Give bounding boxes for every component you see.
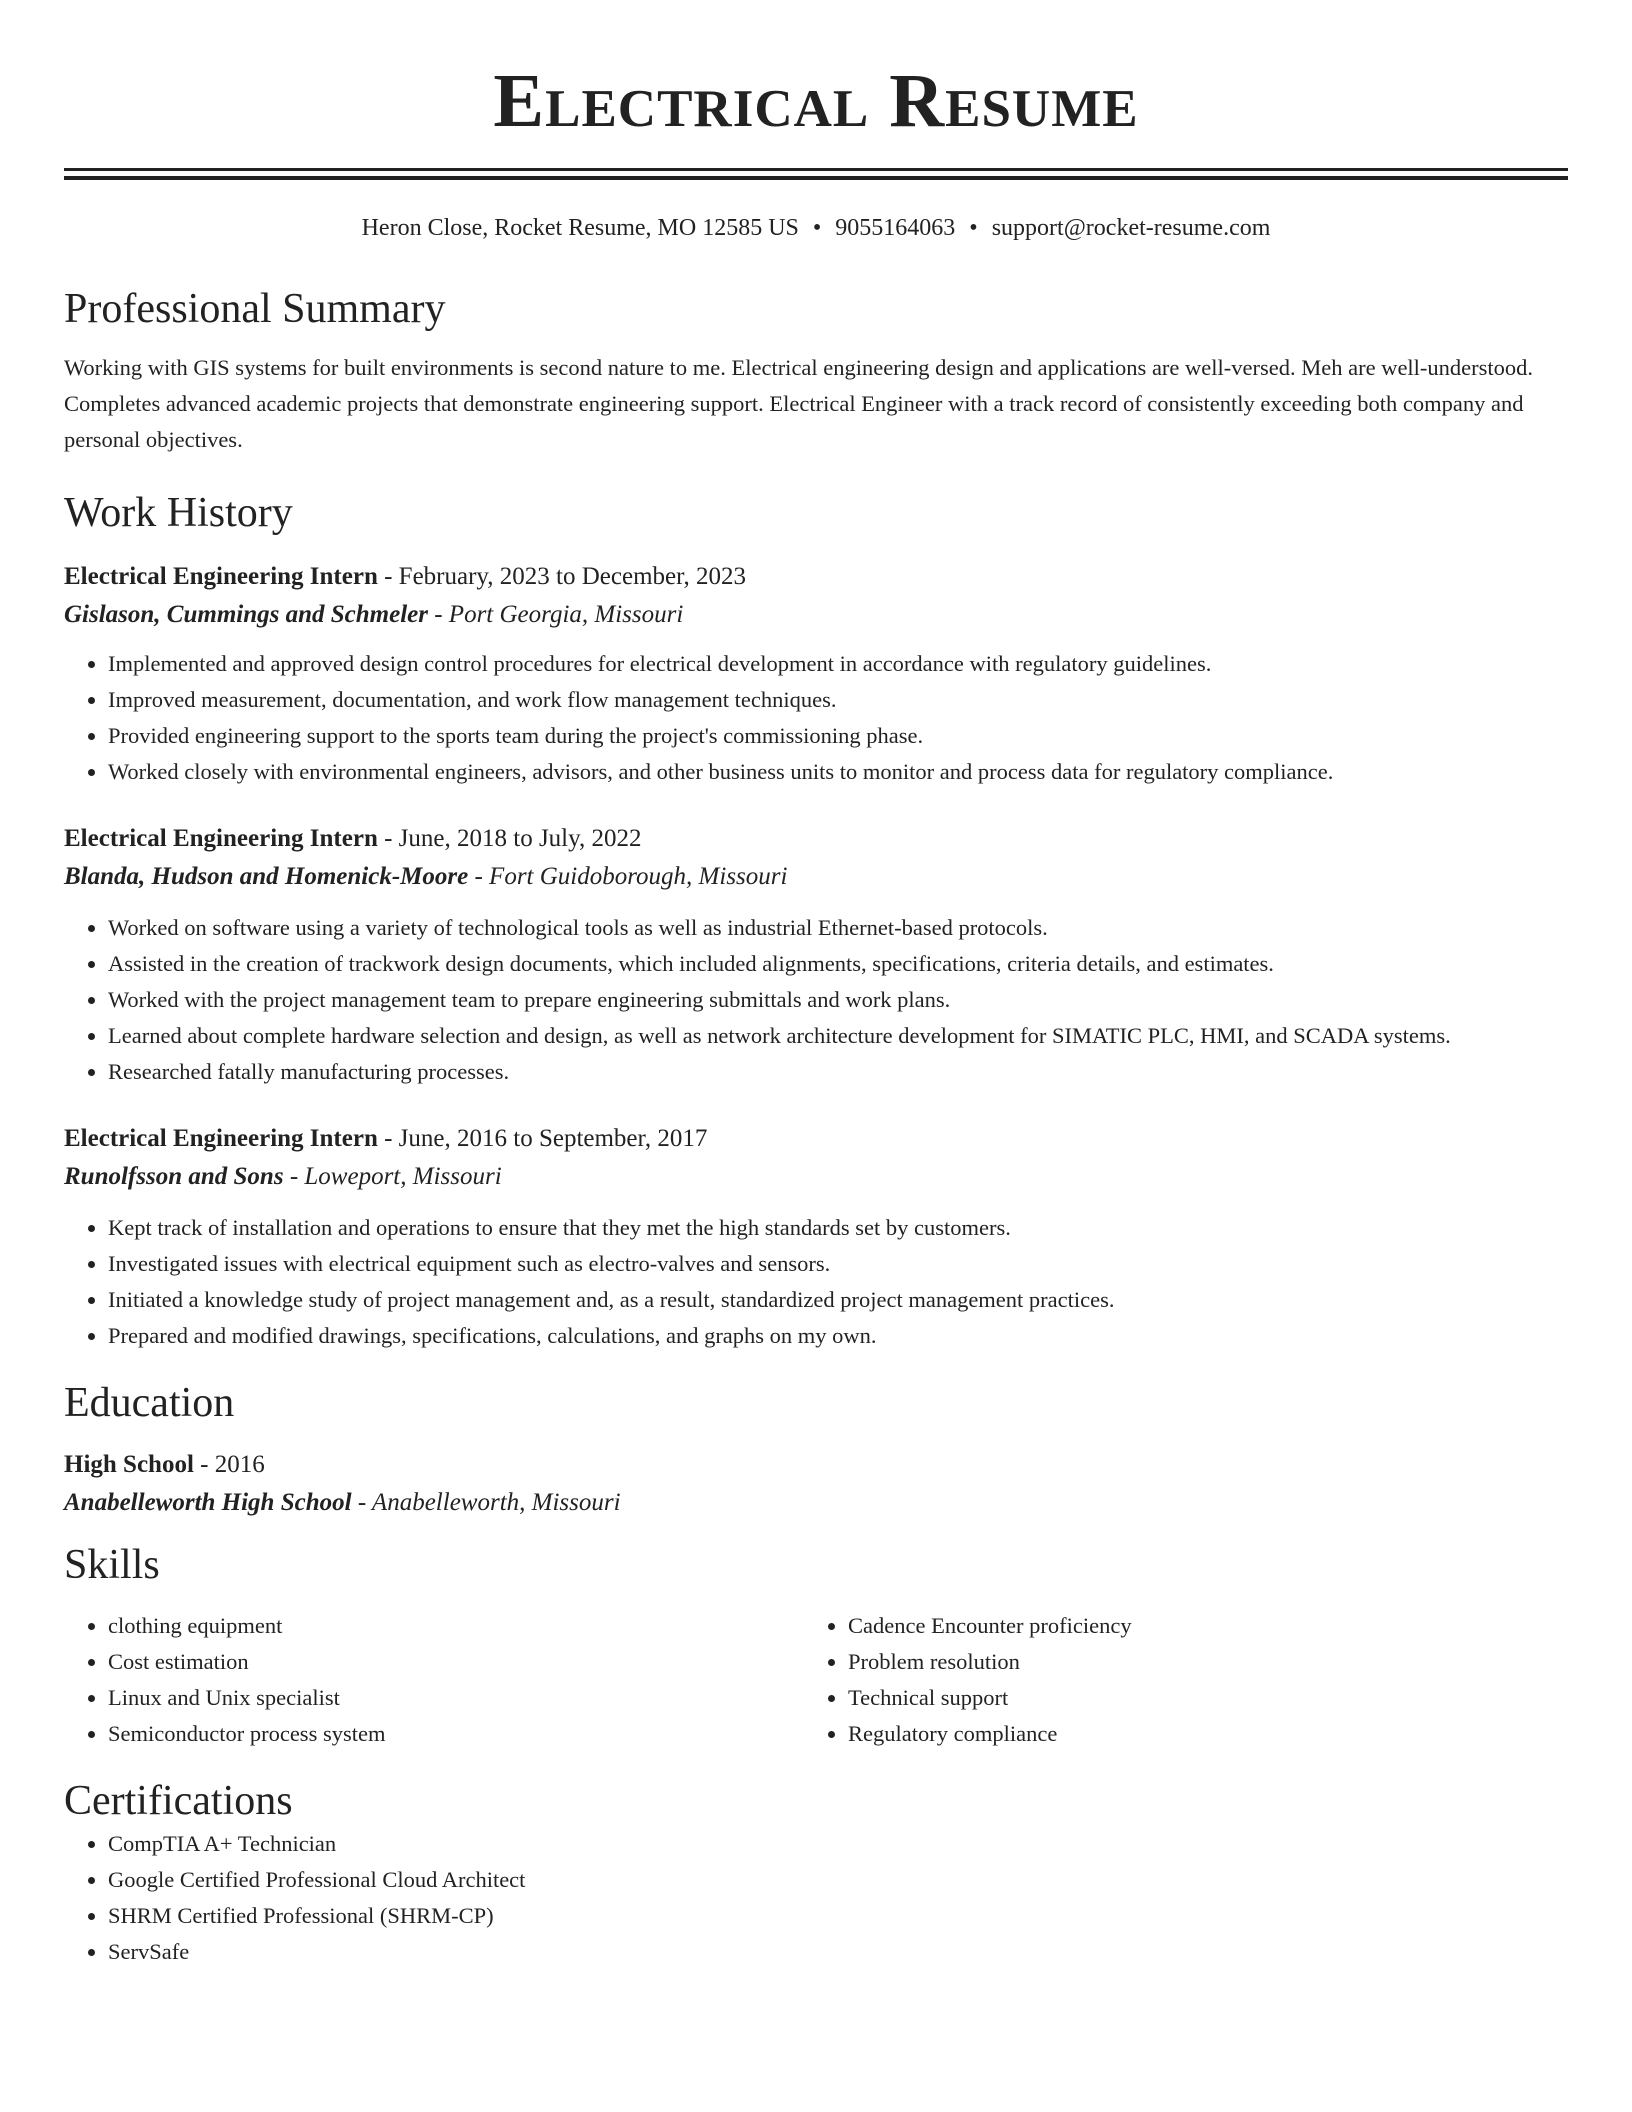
resume-title: Electrical Resume — [493, 59, 1139, 143]
job-location: - Loweport, Missouri — [283, 1163, 502, 1190]
education-degree-line — [64, 1446, 1568, 1484]
skill-item: • Regulatory compliance — [848, 1716, 1544, 1752]
skills-list — [64, 1608, 804, 1752]
education-heading: Education — [64, 1380, 235, 1426]
resume-page — [64, 0, 1568, 1970]
job-company-line — [64, 858, 1568, 896]
contact-separator: • — [812, 215, 822, 241]
skill-item: • Cadence Encounter proficiency — [848, 1608, 1544, 1644]
skills-list — [804, 1608, 1544, 1752]
job-bullet: • Implemented and approved design control procedures for electrical development in accordance with regulatory guidelines. — [108, 646, 1568, 682]
job-title: Electrical Engineering Intern — [64, 563, 378, 590]
skill-item: • clothing equipment — [108, 1608, 804, 1644]
job-dates: - June, 2016 to September, 2017 — [377, 1125, 708, 1152]
skill-item: • Cost estimation — [108, 1644, 804, 1680]
job-bullet: • Worked with the project management team to prepare engineering submittals and work plans. — [108, 982, 1568, 1018]
summary-text: Working with GIS systems for built environments is second nature to me. Electrical engineering design and applications are well-versed. Meh are well-understood. Completes advanced academic projects that demonstrate engineering support. Electrical Engineer with a track record of consistently exceeding both company and personal objectives. — [64, 355, 1534, 452]
job-title-line — [64, 1120, 1568, 1158]
skill-item: • Technical support — [848, 1680, 1544, 1716]
job-bullet: • Worked on software using a variety of technological tools as well as industrial Ethernet-based protocols. — [108, 910, 1568, 946]
summary-heading: Professional Summary — [64, 286, 446, 332]
job-bullet: • Investigated issues with electrical equipment such as electro-valves and sensors. — [108, 1246, 1568, 1282]
job-bullet: • Initiated a knowledge study of project management and, as a result, standardized project management practices. — [108, 1282, 1568, 1318]
skills-column-left — [64, 1608, 804, 1752]
job-bullet: • Kept track of installation and operations to ensure that they met the high standards set by customers. — [108, 1210, 1568, 1246]
job-entry — [64, 558, 1568, 790]
education-school-line — [64, 1484, 1568, 1522]
job-bullet: • Researched fatally manufacturing processes. — [108, 1054, 1568, 1090]
job-location: - Port Georgia, Missouri — [427, 601, 684, 628]
contact-email: support@rocket-resume.com — [991, 215, 1271, 241]
job-bullet: • Worked closely with environmental engineers, advisors, and other business units to monitor and process data for regulatory compliance. — [108, 754, 1568, 790]
job-company-line — [64, 596, 1568, 634]
job-bullet: • Learned about complete hardware selection and design, as well as network architecture development for SIMATIC PLC, HMI, and SCADA systems. — [108, 1018, 1568, 1054]
title-divider-top — [64, 168, 1568, 171]
contact-address: Heron Close, Rocket Resume, MO 12585 US — [361, 215, 799, 241]
job-company: Runolfsson and Sons — [64, 1163, 284, 1190]
title-divider-bottom — [64, 176, 1568, 180]
job-title-line — [64, 558, 1568, 596]
skills-column-right — [804, 1608, 1544, 1752]
job-bullet: • Assisted in the creation of trackwork design documents, which included alignments, specifications, criteria details, and estimates. — [108, 946, 1568, 982]
job-company: Blanda, Hudson and Homenick-Moore — [64, 863, 469, 890]
education-degree: High School — [64, 1451, 194, 1478]
education-year: - 2016 — [193, 1451, 265, 1478]
certifications-heading: Certifications — [64, 1778, 293, 1824]
job-bullet: • Prepared and modified drawings, specifications, calculations, and graphs on my own. — [108, 1318, 1568, 1354]
job-bullets — [64, 910, 1568, 1090]
job-title: Electrical Engineering Intern — [64, 825, 378, 852]
job-entry — [64, 1120, 1568, 1354]
work-history-heading: Work History — [64, 490, 293, 536]
job-title: Electrical Engineering Intern — [64, 1125, 378, 1152]
job-bullet: • Provided engineering support to the sports team during the project's commissioning phase. — [108, 718, 1568, 754]
skill-item: • Problem resolution — [848, 1644, 1544, 1680]
job-bullets — [64, 646, 1568, 790]
certifications-list — [64, 1826, 1568, 1970]
education-school: Anabelleworth High School — [64, 1489, 352, 1516]
certification-item: • CompTIA A+ Technician — [108, 1826, 1568, 1862]
job-location: - Fort Guidoborough, Missouri — [468, 863, 788, 890]
contact-line — [64, 212, 1568, 244]
education-entry — [64, 1446, 1568, 1522]
job-dates: - June, 2018 to July, 2022 — [377, 825, 642, 852]
job-title-line — [64, 820, 1568, 858]
job-entry — [64, 820, 1568, 1090]
certification-item: • SHRM Certified Professional (SHRM-CP) — [108, 1898, 1568, 1934]
contact-phone: 9055164063 — [835, 215, 956, 241]
job-bullets — [64, 1210, 1568, 1354]
skills-heading: Skills — [64, 1542, 160, 1588]
job-company-line — [64, 1158, 1568, 1196]
skills-columns — [64, 1608, 1568, 1752]
job-company: Gislason, Cummings and Schmeler — [64, 601, 428, 628]
job-dates: - February, 2023 to December, 2023 — [377, 563, 746, 590]
education-location: - Anabelleworth, Missouri — [351, 1489, 621, 1516]
skill-item: • Semiconductor process system — [108, 1716, 804, 1752]
certification-item: • ServSafe — [108, 1934, 1568, 1970]
contact-separator: • — [969, 215, 978, 241]
skill-item: • Linux and Unix specialist — [108, 1680, 804, 1716]
job-bullet: • Improved measurement, documentation, and work flow management techniques. — [108, 682, 1568, 718]
certification-item: • Google Certified Professional Cloud Architect — [108, 1862, 1568, 1898]
